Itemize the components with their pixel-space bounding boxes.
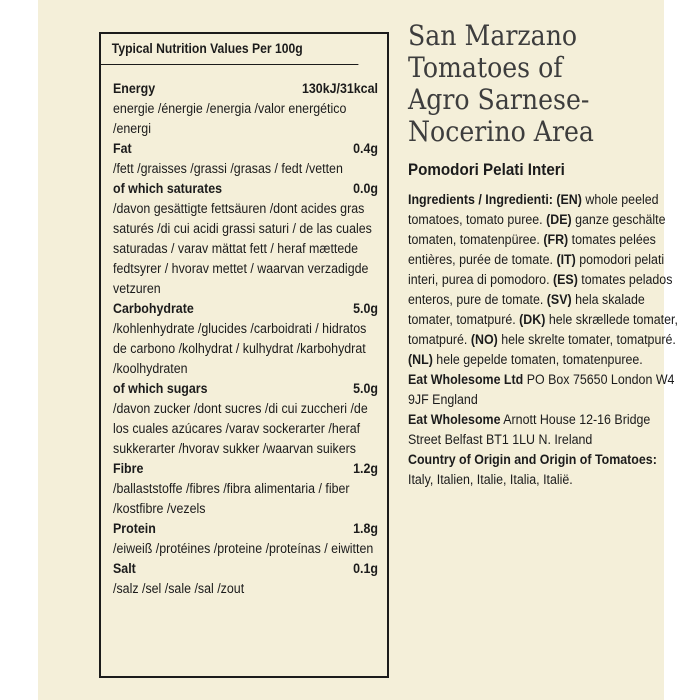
nutrient-value: 5.0g: [353, 381, 378, 396]
nutrient-translations: /eiweiß /protéines /proteine /proteínas / eiwitten: [113, 541, 374, 556]
nutrient-translations: /salz /sel /sale /sal /zout: [113, 581, 245, 596]
product-title-line: San Marzano: [408, 19, 578, 52]
product-info: [408, 20, 698, 490]
ingredient-text: ganze geschälte tomaten, tomatenpüree.: [408, 212, 666, 247]
lang-code: (ES): [553, 272, 578, 287]
lang-code: (NO): [470, 332, 498, 347]
nutrition-rows: [101, 65, 387, 599]
lang-code: (IT): [556, 252, 576, 267]
nutrition-row: [113, 179, 380, 299]
ingredient-text: hele gepelde tomaten, tomatenpuree.: [432, 352, 643, 367]
nutrient-translations: /ballaststoffe /fibres /fibra alimentaria / fiber /kostfibre /vezels: [113, 481, 350, 516]
company-name: Eat Wholesome: [408, 412, 501, 427]
lang-code: (SV): [546, 292, 572, 307]
nutrient-name: Salt: [113, 561, 136, 576]
ingredient-text: hele skrelte tomater, tomatpuré.: [497, 332, 676, 347]
nutrient-name: Carbohydrate: [113, 301, 194, 316]
nutrient-name: of which saturates: [113, 181, 223, 196]
product-title-line: Tomatoes of: [408, 51, 563, 84]
lang-code: (DK): [519, 312, 546, 327]
nutrition-row: [113, 379, 380, 459]
product-title: [408, 20, 678, 148]
nutrition-row: [113, 459, 380, 519]
nutrient-value: 1.2g: [353, 461, 378, 476]
nutrition-row: [113, 139, 380, 179]
nutrition-row: [113, 559, 380, 599]
origin-value: Italy, Italien, Italie, Italia, Italië.: [408, 472, 573, 487]
nutrient-translations: /kohlenhydrate /glucides /carboidrati / hidratos de carbono /kolhydrat / kulhydrat /karbohydrat /koolhydraten: [113, 321, 367, 376]
nutrient-translations: /fett /graisses /grassi /grasas / fedt /vetten: [113, 161, 343, 176]
product-title-line: Agro Sarnese-: [408, 83, 590, 116]
nutrient-value: 5.0g: [353, 301, 378, 316]
nutrient-value: 130kJ/31kcal: [301, 81, 378, 96]
lang-code: (EN): [556, 192, 582, 207]
ingredient-text: hele skrællede tomater, tomatpuré.: [408, 312, 678, 347]
ingredient-text: tomates pelées entières, purée de tomate.: [408, 232, 656, 267]
company-address: [408, 370, 684, 410]
nutrient-value: 0.4g: [353, 141, 378, 156]
nutrient-name: of which sugars: [113, 381, 208, 396]
nutrient-name: Fat: [113, 141, 132, 156]
company-name: Eat Wholesome Ltd: [408, 372, 524, 387]
nutrient-translations: /davon gesättigte fettsäuren /dont acides gras saturés /di cui acidi grassi saturi / de las cuales saturadas / varav mättat fett / heraf mættede fedtsyrer / hvorav mettet / waarvan verzadigde vetzuren: [113, 201, 372, 296]
lang-code: (FR): [543, 232, 569, 247]
origin-label: Country of Origin and Origin of Tomatoes:: [408, 452, 657, 467]
nutrition-row: [113, 519, 380, 559]
ingredient-text: pomodori pelati interi, purea di pomodoro.: [408, 252, 665, 287]
nutrient-value: 1.8g: [353, 521, 378, 536]
nutrition-row: [113, 79, 380, 139]
ingredient-text: whole peeled tomatoes, tomato puree.: [408, 192, 659, 227]
nutrient-name: Protein: [113, 521, 156, 536]
product-title-line: Nocerino Area: [408, 115, 594, 148]
product-label: [38, 0, 678, 700]
nutrient-name: Fibre: [113, 461, 144, 476]
nutrient-value: 0.1g: [353, 561, 378, 576]
nutrient-translations: /davon zucker /dont sucres /di cui zuccheri /de los cuales azúcares /varav sockerarter /heraf sukkerarter /hvorav sukker /waarvan suikers: [113, 401, 368, 456]
product-subtitle: Pomodori Pelati Interi: [408, 161, 565, 179]
ingredient-text: hela skalade tomater, tomatpuré.: [408, 292, 645, 327]
ingredient-text: tomates pelados enteros, pure de tomate.: [408, 272, 673, 307]
company-address-text: Arnott House 12-16 Bridge Street Belfast BT1 1LU N. Ireland: [408, 412, 651, 447]
nutrition-heading: Typical Nutrition Values Per 100g: [101, 34, 358, 65]
nutrition-table: [99, 32, 389, 678]
origin: [408, 450, 684, 490]
lang-code: (NL): [408, 352, 433, 367]
nutrition-row: [113, 299, 380, 379]
nutrient-value: 0.0g: [353, 181, 378, 196]
nutrient-name: Energy: [113, 81, 156, 96]
lang-code: (DE): [546, 212, 572, 227]
ingredients-block: [408, 190, 684, 490]
company-address-text: PO Box 75650 London W4 9JF England: [408, 372, 675, 407]
nutrient-translations: energie /énergie /energia /valor energético /energi: [113, 101, 347, 136]
ingredients-label: Ingredients / Ingredienti:: [408, 192, 553, 207]
company-address: [408, 410, 684, 450]
